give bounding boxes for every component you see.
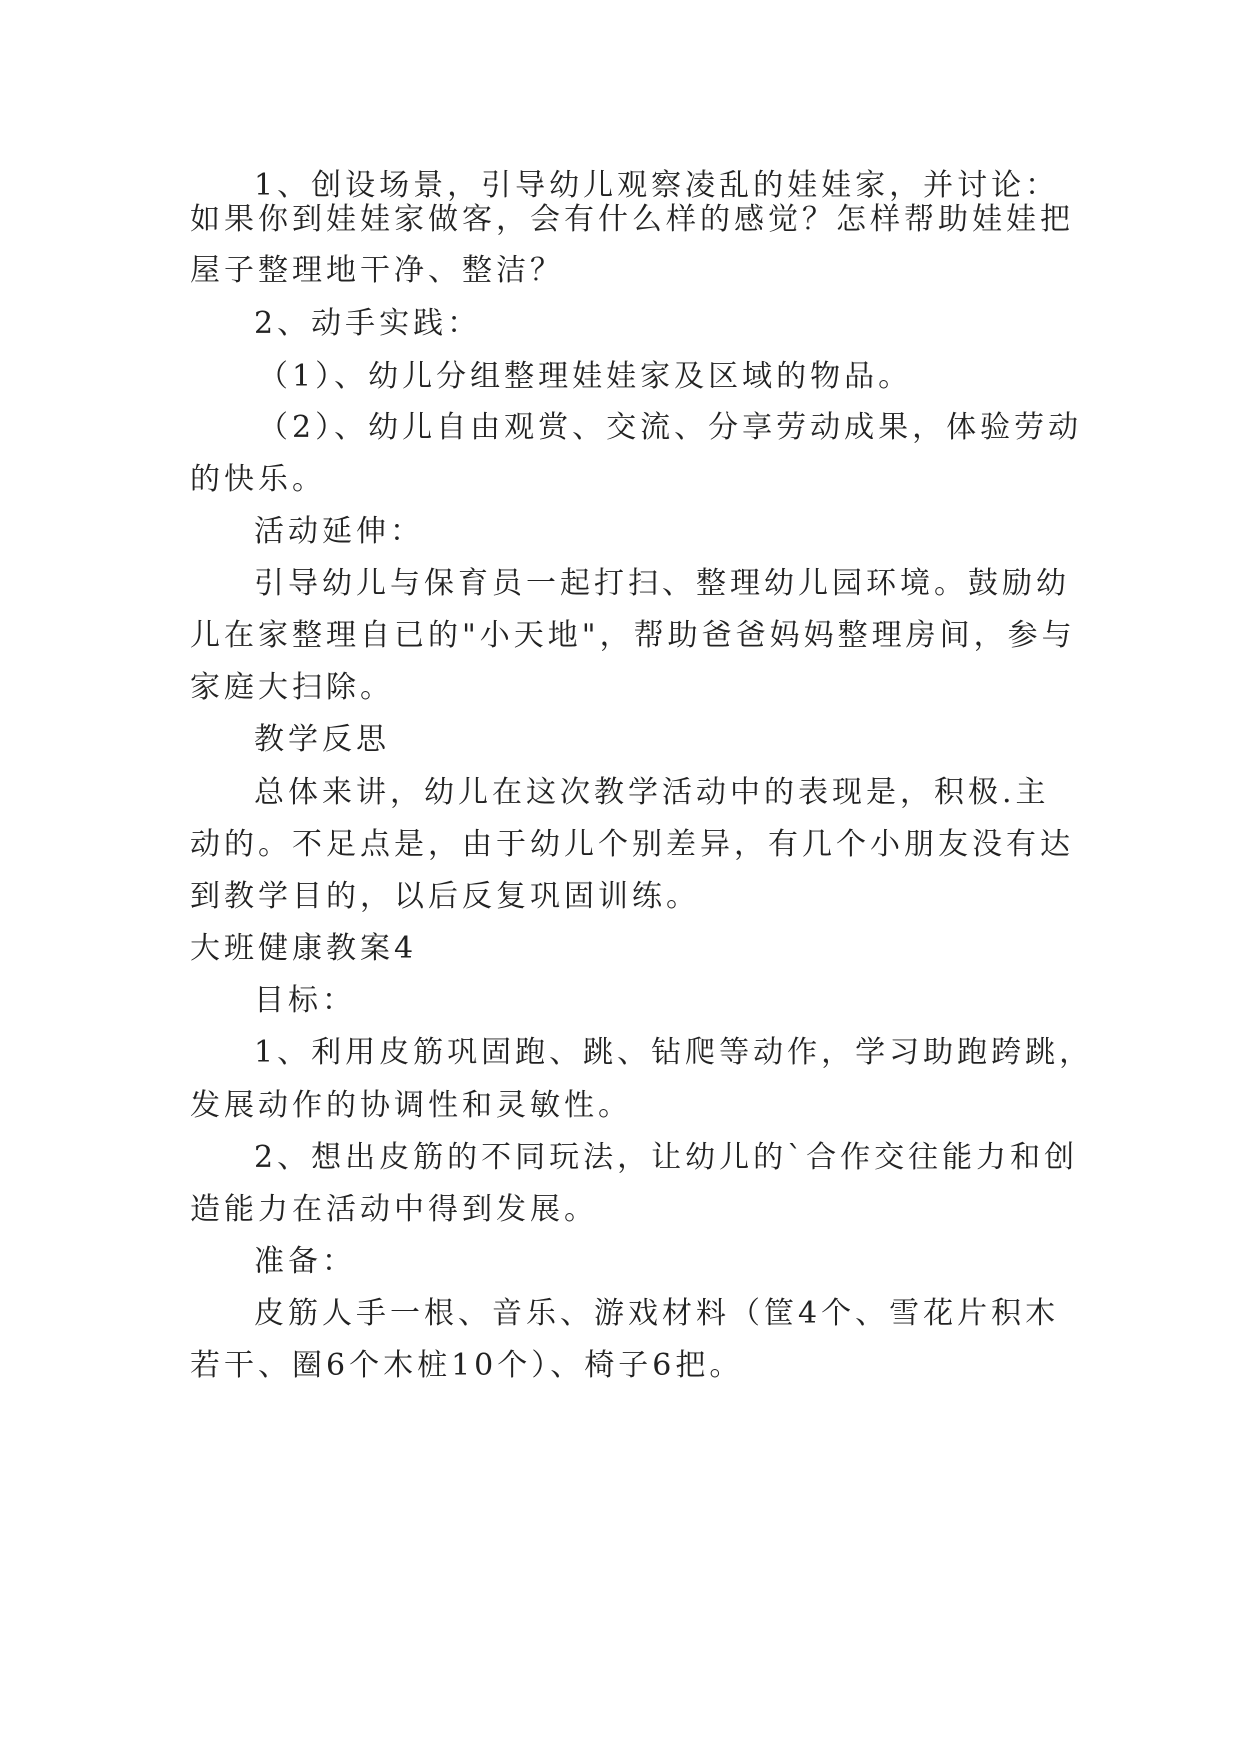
paragraph-line: 1、创设场景，引导幼儿观察凌乱的娃娃家，并讨论： [254, 168, 1060, 203]
paragraph-line: 的快乐。 [190, 462, 326, 497]
section-heading: 准备： [254, 1244, 356, 1279]
paragraph-line: 到教学目的，以后反复巩固训练。 [190, 879, 700, 914]
paragraph-line: 动的。不足点是，由于幼儿个别差异，有几个小朋友没有达 [190, 827, 1074, 862]
paragraph-line: 造能力在活动中得到发展。 [190, 1192, 598, 1227]
paragraph-line: 家庭大扫除。 [190, 670, 394, 705]
paragraph-line: 2、想出皮筋的不同玩法，让幼儿的`合作交往能力和创 [254, 1140, 1079, 1175]
paragraph-line: （2）、幼儿自由观赏、交流、分享劳动成果，体验劳动 [258, 410, 1083, 445]
paragraph-line: 若干、圈6个木桩10个）、椅子6把。 [190, 1348, 744, 1383]
section-heading: 教学反思 [254, 722, 390, 757]
paragraph-line: 儿在家整理自已的"小天地"，帮助爸爸妈妈整理房间，参与 [190, 618, 1076, 653]
document-title: 大班健康教案4 [190, 931, 418, 966]
paragraph-line: 皮筋人手一根、音乐、游戏材料（筐4个、雪花片积木 [254, 1296, 1060, 1331]
paragraph-line: （1）、幼儿分组整理娃娃家及区域的物品。 [258, 359, 913, 394]
paragraph-line: 发展动作的协调性和灵敏性。 [190, 1088, 632, 1123]
paragraph-line: 屋子整理地干净、整洁？ [190, 253, 564, 288]
paragraph-line: 如果你到娃娃家做客，会有什么样的感觉？怎样帮助娃娃把 [190, 202, 1074, 237]
paragraph-line: 总体来讲，幼儿在这次教学活动中的表现是，积极.主 [254, 775, 1050, 810]
section-heading: 活动延伸： [254, 514, 424, 549]
section-heading: 目标： [254, 983, 356, 1018]
paragraph-line: 引导幼儿与保育员一起打扫、整理幼儿园环境。鼓励幼 [254, 566, 1070, 601]
paragraph-line: 2、动手实践： [254, 306, 482, 341]
paragraph-line: 1、利用皮筋巩固跑、跳、钻爬等动作，学习助跑跨跳， [254, 1035, 1094, 1070]
